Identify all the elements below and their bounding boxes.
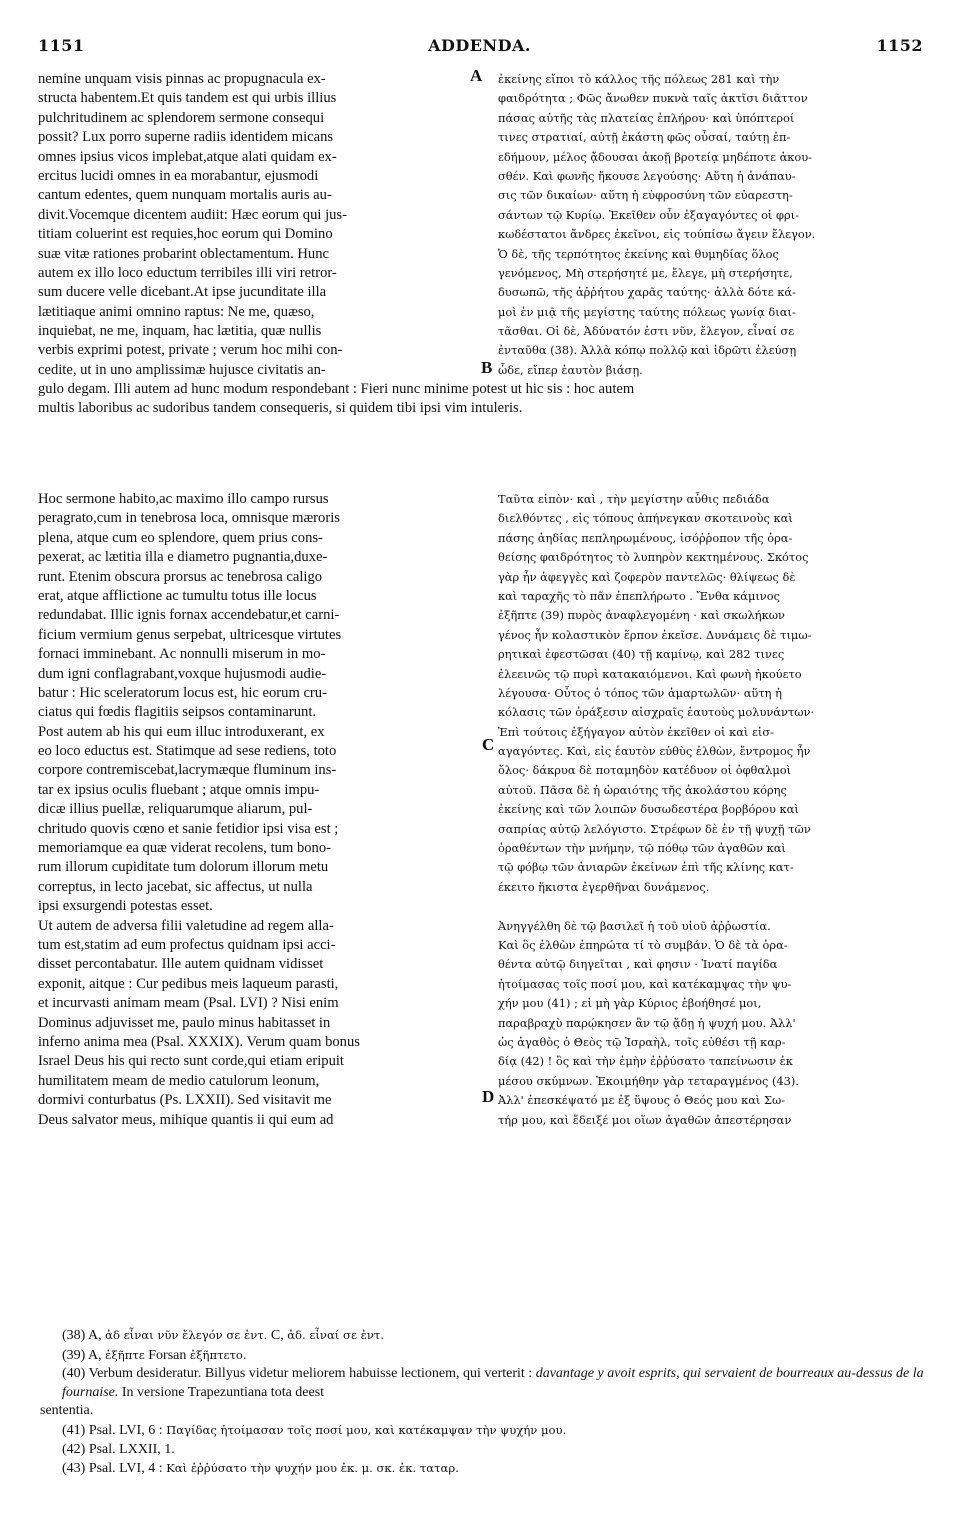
text-line: redundabat. Illic ignis fornax accendebatur,et carni-	[38, 607, 340, 624]
greek-text-main	[498, 490, 934, 1130]
text-line: possit? Lux porro superne radiis identidem micans	[38, 129, 334, 146]
text-line: humilitatem meam de medio catulorum leonum,	[38, 1072, 320, 1089]
text-line: πάσης ἀηδίας πεπληρωμένους, ἰσόῤῥοπον τῆς ὁρα-	[498, 530, 793, 545]
footnote-41-label: (41) Psal. LVI, 6 :	[62, 1422, 163, 1438]
text-line: ὅλος· δάκρυα δὲ ποταμηδὸν κατέδυον οἱ ὀφθαλμοὶ	[498, 763, 792, 778]
text-line: Ἀλλ' ἐπεσκέψατό με ἐξ ὕψους ὁ Θεός μου καὶ Σω-	[498, 1093, 786, 1108]
text-line: Ὁ δὲ, τῆς τερπότητος ἐκείνης καὶ θυμηδίας ὅλος	[498, 246, 779, 261]
full-width-text	[38, 380, 934, 419]
text-line: peragrato,cum in tenebrosa loca, omnisque mæroris	[38, 510, 340, 527]
greek-text-top	[498, 70, 934, 380]
text-line: θείσης φαιδρότητος τὸ λυπηρὸν κεκτημένους. Σκότος	[498, 550, 809, 565]
text-line: titiam coluerint est requies,hoc eorum qui Domino	[38, 226, 333, 243]
text-line: ipsi exsurgendi potestas esset.	[38, 898, 213, 915]
text-line: corpore contremiscebat,lacrymæque fluminum ins-	[38, 762, 337, 779]
text-line: μοὶ ἐν μιᾷ τῆς μεγίστης ταύτης πόλεως γωνίᾳ διαι-	[498, 304, 796, 319]
text-line: dicæ illius puellæ, reliquarumque aliarum, pul-	[38, 801, 313, 818]
text-line: exponit, aitque : Cur pedibus meis laqueum parasti,	[38, 975, 339, 992]
left-column-number: 1151	[38, 36, 85, 55]
text-line: δίᾳ (42) ! ὃς καὶ τὴν ἐμὴν ἐῤῥύσατο ταπείνωσιν ἐκ	[498, 1054, 793, 1069]
text-line	[498, 897, 934, 916]
footnote-42: (42) Psal. LXXII, 1.	[62, 1441, 175, 1457]
text-line: Ut autem de adversa filii valetudine ad regem alla-	[38, 917, 334, 934]
text-line: σάντων τῷ Κυρίῳ. Ἐκεῖθεν οὖν ἐξαγαγόντες οἱ φρι-	[498, 207, 800, 222]
text-line: Ἀνηγγέλθη δὲ τῷ βασιλεῖ ἡ τοῦ υἱοῦ ἀῤῥωστία.	[498, 918, 771, 933]
text-line: lætitiaque animi omnino raptus: Ne me, quæso,	[38, 303, 315, 320]
text-line: ἐκείνης εἴποι τὸ κάλλος τῆς πόλεως 281 καὶ τὴν	[498, 72, 780, 86]
text-line: omnes ipsius vicos implebat,atque alati quidam ex-	[38, 148, 337, 165]
text-line: καὶ ταραχῆς τὸ πᾶν ἐπεπλήρωτο . Ἔνθα κάμινος	[498, 588, 780, 603]
text-line: ὁραθέντων τὴν μνήμην, τῷ πόθῳ τῶν ἀγαθῶν καὶ	[498, 841, 786, 856]
footnote-38-label: (38) A,	[62, 1328, 102, 1343]
footnote-39-label: (39) A,	[62, 1347, 102, 1363]
text-line: multis laboribus ac sudoribus tandem consequeris, si quidem tibi ipsi vim intuleris.	[38, 400, 523, 417]
footnote-43-label: (43) Psal. LVI, 4 :	[62, 1461, 163, 1477]
footnote-38-variant-a: ἀδ εἶναι νῦν ἔλεγόν σε ἐντ.	[105, 1328, 268, 1342]
text-line: μέσου σκύμνων. Ἐκοιμήθην γὰρ τεταραγμένος (43).	[498, 1073, 799, 1088]
text-line: αγαγόντες. Καὶ, εἰς ἑαυτὸν εὐθὺς ἐλθὼν, ἔντρομος ἦν	[498, 744, 811, 759]
text-line: ὡς ἀγαθὸς ὁ Θεὸς τῷ Ἰσραὴλ, τοῖς εὐθέσι τῇ καρ-	[498, 1034, 786, 1049]
text-line: σις τῶν δικαίων· αὕτη ἡ εὐφροσύνη τῶν εὐαρεστη-	[498, 188, 793, 203]
footnote-39	[62, 1346, 934, 1366]
text-line: γένος ἦν κολαστικὸν ἕρπον ἐκεῖσε. Δυνάμεις δὲ τιμω-	[498, 627, 812, 642]
footnote-40-text: (40) Verbum desideratur. Billyus videtur meliorem habuisse lectionem, qui verterit :	[62, 1366, 533, 1382]
text-line: dormivi conturbatus (Ps. LXXII). Sed visitavit me	[38, 1092, 332, 1109]
text-line: αὐτοῦ. Πᾶσα δὲ ἡ ὡραιότης τῆς ἀκολάστου κόρης	[498, 782, 787, 797]
text-line: τῷ φόβῳ τῶν ἀνιαρῶν ἐκείνων ἐπὶ τῆς κλίνης κατ-	[498, 860, 794, 875]
text-line: ciatus qui fœdis flagitiis seipsos contaminarunt.	[38, 704, 317, 721]
text-line: τήρ μου, καὶ ἔδειξέ μοι οἵων ἀγαθῶν ἀπεστέρησαν	[498, 1112, 792, 1127]
text-line: τᾶσθαι. Οἱ δὲ, Ἀδύνατόν ἐστι νῦν, ἔλεγον, εἶναί σε	[498, 324, 795, 339]
text-line: ἐλεεινῶς τῷ πυρὶ κατακαιόμενοι. Καὶ φωνὴ ἠκούετο	[498, 666, 802, 681]
text-line: structa habentem.Et quis tandem est qui urbis illius	[38, 90, 337, 107]
text-line: θέντα αὐτῷ διηγεῖται , καὶ φησιν · Ἱνατί παγίδα	[498, 957, 778, 972]
footnote-40-continuation: sententia.	[40, 1403, 94, 1419]
text-line: inquiebat, ne me, inquam, hac lætitia, quæ nullis	[38, 323, 322, 340]
text-line: ἐκείνης καὶ τῶν λοιπῶν δυσωδεστέρα βορβόρου καὶ	[498, 802, 799, 817]
text-line: τινες στρατιαί, αὐτῇ ἑκάστη φῶς οὖσαί, ταύτῃ ἐπ-	[498, 130, 791, 145]
text-line: Hoc sermone habito,ac maximo illo campo rursus	[38, 491, 329, 507]
text-line: πάσας αὐτῆς τὰς πλατείας ἐπλήρου· καὶ ὑπόπτεροί	[498, 110, 795, 125]
footnote-39-variant: ἐξῆπτε	[105, 1347, 145, 1362]
footnote-40	[62, 1365, 934, 1402]
text-line: dum igni conflagrabant,voxque hujusmodi audie-	[38, 665, 327, 682]
text-line: disset percontabatur. Ille autem quidnam vidisset	[38, 956, 324, 973]
text-line: Deus salvator meus, mihique quantis ii qui eum ad	[38, 1111, 334, 1128]
text-line: autem ex illo loco eductum terribiles illi viri retror-	[38, 264, 337, 281]
text-line: ρητικαὶ ἐφεστῶσαι (40) τῇ καμίνῳ, καὶ 282 τινες	[498, 647, 785, 662]
latin-text-main	[38, 490, 478, 1130]
margin-marker-d: D	[482, 1087, 495, 1106]
footnote-38-ms-c: C,	[270, 1328, 284, 1343]
text-line: sum ducere velle dicebant.At ipse jucunditate illa	[38, 284, 327, 301]
text-line: batur : Hic sceleratorum locus est, hic eorum cru-	[38, 684, 327, 701]
text-line: γὰρ ἦν ἀφεγγὲς καὶ ζοφερὸν παντελῶς· θλίψεως δὲ	[498, 569, 796, 584]
margin-marker-b: B	[481, 358, 493, 377]
text-line: eo loco eductus est. Statimque ad sese rediens, toto	[38, 743, 337, 760]
text-line: tum est,statim ad eum profectus quidnam ipsi acci-	[38, 936, 336, 953]
text-line: χήν μου (41) ; εἰ μὴ γὰρ Κύριος ἐβοήθησέ μοι,	[498, 996, 762, 1011]
text-line: ἡτοίμασας τοῖς ποσί μου, καὶ κατέκαμψας τὴν ψυ-	[498, 976, 792, 991]
text-line: ἐνταῦθα (38). Ἀλλὰ κόπῳ πολλῷ καὶ ἱδρῶτι ἐλεύσῃ	[498, 343, 797, 358]
footnote-38	[62, 1326, 934, 1346]
running-title: ADDENDA.	[428, 36, 531, 55]
text-line: runt. Etenim obscura prorsus ac tenebrosa caligo	[38, 568, 323, 585]
text-line: rum illorum cupiditate tum dolorum illorum metu	[38, 859, 329, 876]
text-line: pulchritudinem ac splendorem sermone consequi	[38, 109, 325, 126]
text-line: ἐξῆπτε (39) πυρὸς ἀναφλεγομένη · καὶ σκωλήκων	[498, 608, 785, 623]
footnote-41	[62, 1421, 934, 1441]
text-line: pexerat, ac lætitia illa e diametro pugnantia,duxe-	[38, 549, 328, 566]
text-line: κωδέστατοι ἄνδρες ἐκεῖνοι, εἰς τούπίσω ἄγειν ἔλεγον.	[498, 227, 816, 242]
text-line: Καὶ ὃς ἐλθὼν ἐπηρώτα τί τὸ συμβάν. Ὁ δὲ τὰ ὁρα-	[498, 937, 788, 952]
text-line: λέγουσα· Οὗτος ὁ τόπος τῶν ἁμαρτωλῶν· αὕτη ἡ	[498, 685, 782, 700]
text-line: ercitus lucidi omnes in ea morabantur, ejusmodi	[38, 167, 319, 184]
text-line: tar ex ipsius oculis fluebant ; atque omnis impu-	[38, 781, 320, 798]
footnote-40-text-end: In versione Trapezuntiana tota deest	[121, 1384, 325, 1400]
margin-marker-a: A	[470, 66, 483, 85]
text-line: cantum edentes, quem nunquam mortalis auris au-	[38, 187, 332, 204]
text-line: gulo degam. Illi autem ad hunc modum respondebant : Fieri nunc minime potest ut hic sis : hoc autem	[38, 381, 635, 397]
text-line: γενόμενος, Μὴ στερήσητέ με, ἔλεγε, μὴ στερήσητε,	[498, 265, 793, 280]
text-line: δυσωπῶ, τῆς ἀῤῥήτου χαρᾶς ταύτης· ἀλλὰ δότε κά-	[498, 285, 796, 300]
text-line: cedite, ut in uno amplissimæ hujusce civitatis an-	[38, 361, 326, 378]
text-line: fornaci imminebant. Ac nonnulli miserum in mo-	[38, 646, 326, 663]
text-line: suæ vitæ rationes probarint oblectamentum. Hunc	[38, 245, 330, 262]
text-line: erat, atque afflictione ac tumultu totus ille locus	[38, 587, 317, 604]
footnote-41-quote: Παγίδας ἡτοίμασαν τοῖς ποσί μου, καὶ κατέκαμψαν τὴν ψυχήν μου.	[166, 1422, 567, 1437]
footnote-39-conjecture: ἐξῆπτετο.	[189, 1347, 247, 1362]
text-line: φαιδρότητα ; Φῶς ἄνωθεν πυκνὰ ταῖς ἀκτῖσι διᾶττον	[498, 91, 808, 106]
text-line: plena, atque cum eo splendore, quem prius cons-	[38, 529, 323, 546]
text-line: correptus, in lecto jacebat, sic affectus, ut nulla	[38, 878, 313, 895]
footnote-38-variant-c: ἀδ. εἶναί σε ἐντ.	[287, 1328, 385, 1342]
text-line: divit.Vocemque dicentem audiit: Hæc eorum qui jus-	[38, 206, 347, 223]
text-line: Ταῦτα εἰπὸν· καὶ , τὴν μεγίστην αὖθις πεδιάδα	[498, 492, 770, 506]
text-line: verbis exprimi potest, private ; verum hoc mihi con-	[38, 342, 343, 359]
text-line: nemine unquam visis pinnas ac propugnacula ex-	[38, 71, 326, 87]
text-line: memoriamque ea quæ viderat recolens, tum bono-	[38, 840, 332, 857]
text-line: παραβραχὺ παρῴκησεν ἂν τῷ ᾅδῃ ἡ ψυχή μου. Ἀλλ'	[498, 1015, 796, 1030]
margin-marker-c: C	[482, 735, 495, 754]
footnote-43	[62, 1459, 934, 1479]
text-line: Israel Deus his qui recto sunt corde,qui etiam eripuit	[38, 1053, 344, 1070]
footnote-40-french: davantage y avoit esprits, qui servaient de bourreaux au-dessus de la fournaise.	[62, 1366, 924, 1400]
footnotes	[40, 1326, 934, 1479]
text-line: σθέν. Καὶ φωνῆς ἤκουσε λεγούσης· Αὕτη ἡ ἀνάπαυ-	[498, 168, 796, 183]
latin-text-top	[38, 70, 478, 380]
text-line: ὧδε, εἴπερ ἑαυτὸν βιάσῃ.	[498, 362, 643, 377]
text-line: διελθόντες , εἰς τόπους ἀπήνεγκαν σκοτεινοὺς καὶ	[498, 511, 793, 526]
text-line: Post autem ab his qui eum illuc introduxerant, ex	[38, 723, 325, 740]
text-line: Ἐπὶ τούτοις ἐξήγαγον αὐτὸν ἐκεῖθεν οἱ καὶ εἰσ-	[498, 724, 774, 739]
text-line: Dominus adjuvisset me, paulo minus habitasset in	[38, 1014, 331, 1031]
text-line: chritudo quovis cœno et sanie fetidior ipsi visa est ;	[38, 820, 339, 837]
text-line: εδήμουν, μέλος ᾄδουσαι ἀκοῇ βροτείᾳ μηδέποτε ἀκου-	[498, 149, 813, 164]
text-line: et incurvasti animam meam (Psal. LVI) ? Nisi enim	[38, 995, 339, 1012]
text-line: σαπρίας αὐτῷ λελόγιστο. Στρέφων δὲ ἐν τῇ ψυχῇ τῶν	[498, 821, 811, 836]
text-line: έκειτο ἥκιστα ἐγερθῆναι δυνάμενος.	[498, 879, 710, 894]
footnote-43-quote: Καὶ ἐῤῥύσατο τὴν ψυχήν μου ἐκ. μ. σκ. ἐκ. ταταρ.	[166, 1461, 459, 1476]
text-line: κόλασις τῶν ὀράξεσιν αἰσχραῖς ἑαυτοὺς μολυνάντων·	[498, 705, 815, 720]
text-line: ficium vermium genus serpebat, ultricesque virtutes	[38, 626, 342, 643]
footnote-39-forsan: Forsan	[148, 1347, 187, 1363]
right-column-number: 1152	[876, 36, 923, 55]
text-line: inferno anima mea (Psal. XXXIX). Verum quam bonus	[38, 1033, 360, 1050]
